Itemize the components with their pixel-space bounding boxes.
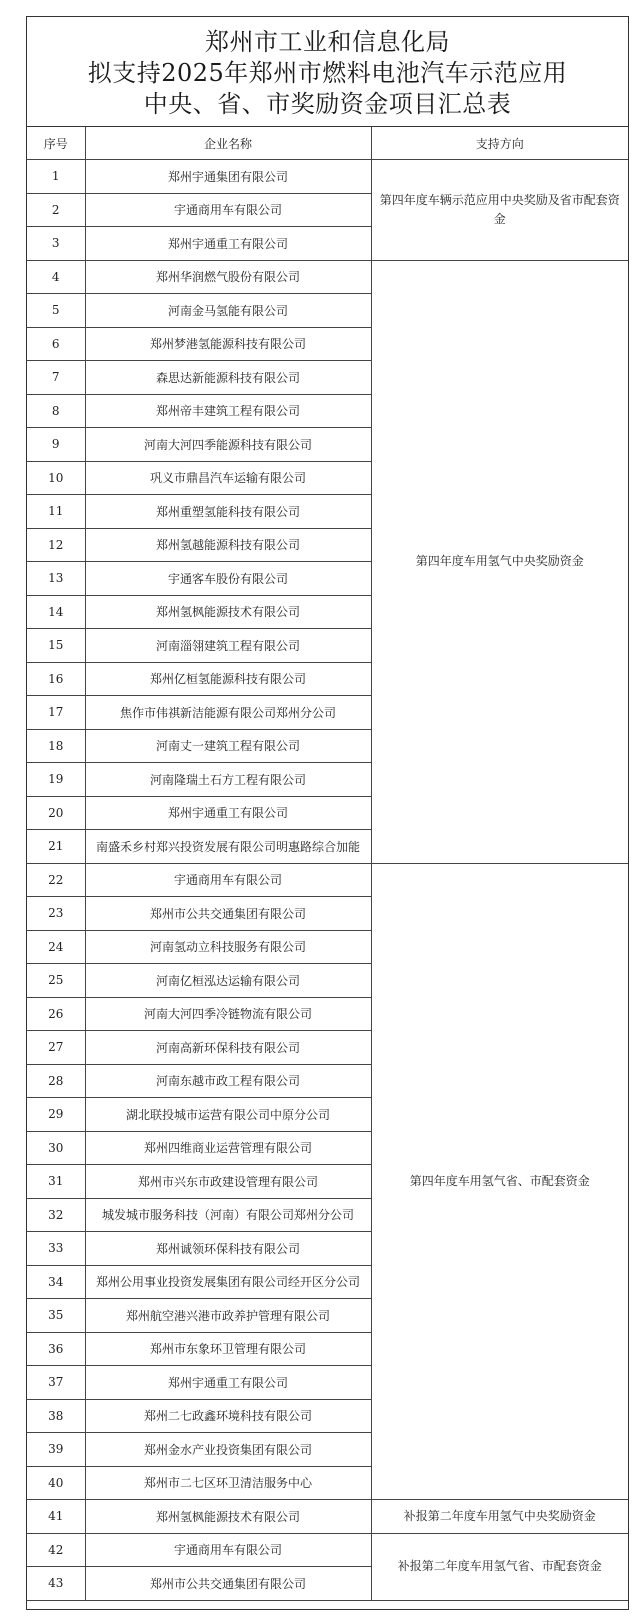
support-direction: 补报第二年度车用氢气省、市配套资金 <box>371 1533 628 1600</box>
company-name: 河南高新环保科技有限公司 <box>85 1031 371 1065</box>
row-number: 1 <box>27 160 85 194</box>
company-name: 森思达新能源科技有限公司 <box>85 361 371 395</box>
company-name: 河南大河四季冷链物流有限公司 <box>85 997 371 1031</box>
company-name: 河南亿桓泓达运输有限公司 <box>85 964 371 998</box>
company-name: 郑州市东象环卫管理有限公司 <box>85 1332 371 1366</box>
company-name: 巩义市鼎昌汽车运输有限公司 <box>85 461 371 495</box>
table-row <box>27 160 628 194</box>
company-name: 郑州市公共交通集团有限公司 <box>85 897 371 931</box>
company-name: 河南丈一建筑工程有限公司 <box>85 729 371 763</box>
row-number: 13 <box>27 562 85 596</box>
row-number: 29 <box>27 1098 85 1132</box>
row-number: 28 <box>27 1064 85 1098</box>
table-header-row <box>27 127 628 160</box>
company-name: 宇通商用车有限公司 <box>85 1533 371 1567</box>
row-number: 40 <box>27 1466 85 1500</box>
table-row <box>27 260 628 294</box>
header-company: 企业名称 <box>85 127 371 160</box>
row-number: 32 <box>27 1198 85 1232</box>
row-number: 9 <box>27 428 85 462</box>
company-name: 郑州市二七区环卫清洁服务中心 <box>85 1466 371 1500</box>
company-name: 郑州宇通重工有限公司 <box>85 1366 371 1400</box>
row-number: 36 <box>27 1332 85 1366</box>
company-name: 郑州重塑氢能科技有限公司 <box>85 495 371 529</box>
row-number: 38 <box>27 1399 85 1433</box>
company-name: 郑州诚领环保科技有限公司 <box>85 1232 371 1266</box>
company-name: 郑州二七政鑫环境科技有限公司 <box>85 1399 371 1433</box>
row-number: 5 <box>27 294 85 328</box>
row-number: 10 <box>27 461 85 495</box>
company-name: 郑州帝丰建筑工程有限公司 <box>85 394 371 428</box>
summary-sheet <box>26 16 629 1610</box>
company-name: 宇通商用车有限公司 <box>85 193 371 227</box>
company-name: 湖北联投城市运营有限公司中原分公司 <box>85 1098 371 1132</box>
company-name: 河南大河四季能源科技有限公司 <box>85 428 371 462</box>
row-number: 19 <box>27 763 85 797</box>
row-number: 20 <box>27 796 85 830</box>
company-name: 郑州氢越能源科技有限公司 <box>85 528 371 562</box>
company-name: 郑州金水产业投资集团有限公司 <box>85 1433 371 1467</box>
header-direction: 支持方向 <box>371 127 628 160</box>
project-summary-table <box>27 127 628 1601</box>
company-name: 郑州氢枫能源技术有限公司 <box>85 595 371 629</box>
company-name: 河南氢动立科技服务有限公司 <box>85 930 371 964</box>
title-line-3: 中央、省、市奖励资金项目汇总表 <box>143 90 512 118</box>
row-number: 3 <box>27 227 85 261</box>
row-number: 27 <box>27 1031 85 1065</box>
row-number: 12 <box>27 528 85 562</box>
support-direction: 第四年度车用氢气省、市配套资金 <box>371 863 628 1500</box>
table-row <box>27 863 628 897</box>
company-name: 郑州市兴东市政建设管理有限公司 <box>85 1165 371 1199</box>
row-number: 6 <box>27 327 85 361</box>
title-line-1: 郑州市工业和信息化局 <box>205 28 450 56</box>
row-number: 21 <box>27 830 85 864</box>
company-name: 郑州宇通重工有限公司 <box>85 227 371 261</box>
row-number: 16 <box>27 662 85 696</box>
header-no: 序号 <box>27 127 85 160</box>
company-name: 宇通客车股份有限公司 <box>85 562 371 596</box>
row-number: 30 <box>27 1131 85 1165</box>
row-number: 39 <box>27 1433 85 1467</box>
table-row <box>27 1500 628 1534</box>
company-name: 郑州航空港兴港市政养护管理有限公司 <box>85 1299 371 1333</box>
row-number: 23 <box>27 897 85 931</box>
table-row <box>27 1533 628 1567</box>
row-number: 14 <box>27 595 85 629</box>
company-name: 郑州四维商业运营管理有限公司 <box>85 1131 371 1165</box>
company-name: 郑州梦港氢能源科技有限公司 <box>85 327 371 361</box>
row-number: 18 <box>27 729 85 763</box>
company-name: 河南淄翎建筑工程有限公司 <box>85 629 371 663</box>
row-number: 4 <box>27 260 85 294</box>
company-name: 河南东越市政工程有限公司 <box>85 1064 371 1098</box>
row-number: 41 <box>27 1500 85 1534</box>
row-number: 26 <box>27 997 85 1031</box>
company-name: 郑州宇通重工有限公司 <box>85 796 371 830</box>
row-number: 17 <box>27 696 85 730</box>
row-number: 43 <box>27 1567 85 1601</box>
support-direction: 补报第二年度车用氢气中央奖励资金 <box>371 1500 628 1534</box>
row-number: 22 <box>27 863 85 897</box>
document-title <box>27 17 628 127</box>
company-name: 河南金马氢能有限公司 <box>85 294 371 328</box>
support-direction: 第四年度车用氢气中央奖励资金 <box>371 260 628 863</box>
row-number: 37 <box>27 1366 85 1400</box>
row-number: 31 <box>27 1165 85 1199</box>
row-number: 7 <box>27 361 85 395</box>
support-direction: 第四年度车辆示范应用中央奖励及省市配套资金 <box>371 160 628 261</box>
row-number: 11 <box>27 495 85 529</box>
company-name: 宇通商用车有限公司 <box>85 863 371 897</box>
row-number: 34 <box>27 1265 85 1299</box>
row-number: 35 <box>27 1299 85 1333</box>
company-name: 河南隆瑞土石方工程有限公司 <box>85 763 371 797</box>
company-name: 郑州氢枫能源技术有限公司 <box>85 1500 371 1534</box>
row-number: 25 <box>27 964 85 998</box>
company-name: 南盛禾乡村郑兴投资发展有限公司明惠路综合加能 <box>85 830 371 864</box>
company-name: 郑州宇通集团有限公司 <box>85 160 371 194</box>
row-number: 42 <box>27 1533 85 1567</box>
company-name: 焦作市伟祺新洁能源有限公司郑州分公司 <box>85 696 371 730</box>
company-name: 郑州华润燃气股份有限公司 <box>85 260 371 294</box>
row-number: 24 <box>27 930 85 964</box>
company-name: 城发城市服务科技（河南）有限公司郑州分公司 <box>85 1198 371 1232</box>
row-number: 8 <box>27 394 85 428</box>
row-number: 2 <box>27 193 85 227</box>
company-name: 郑州市公共交通集团有限公司 <box>85 1567 371 1601</box>
row-number: 33 <box>27 1232 85 1266</box>
company-name: 郑州公用事业投资发展集团有限公司经开区分公司 <box>85 1265 371 1299</box>
title-line-2: 拟支持2025年郑州市燃料电池汽车示范应用 <box>87 59 568 87</box>
company-name: 郑州亿桓氢能源科技有限公司 <box>85 662 371 696</box>
row-number: 15 <box>27 629 85 663</box>
